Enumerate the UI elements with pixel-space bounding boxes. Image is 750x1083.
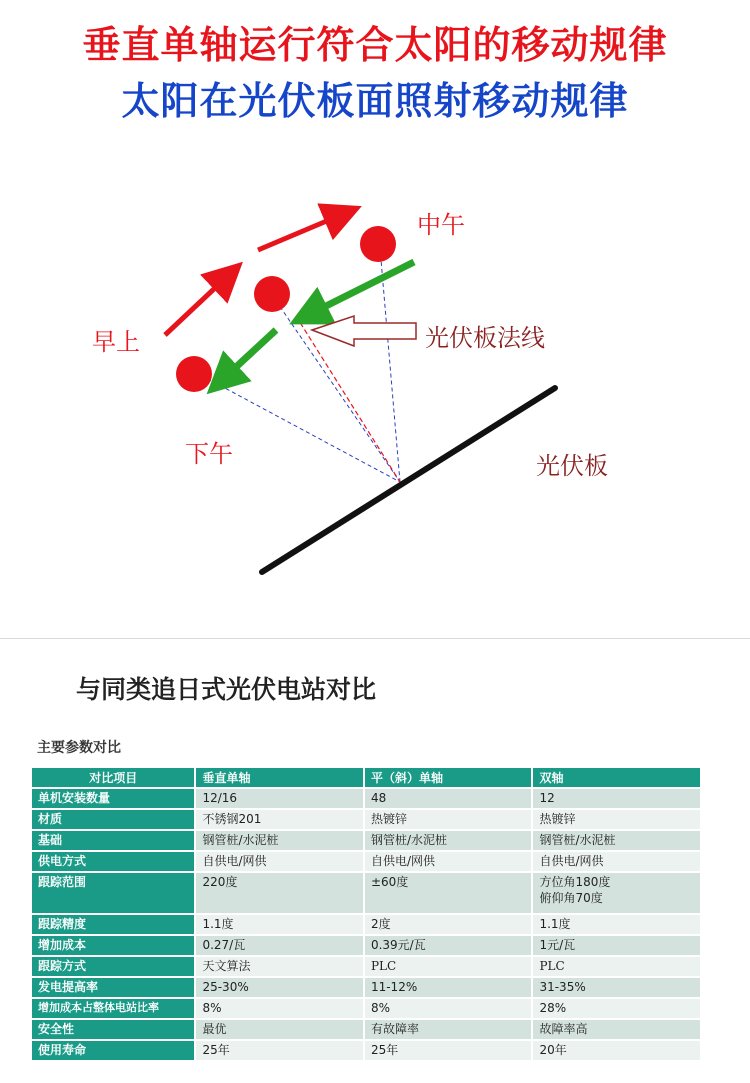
cell-dual-line2: 俯仰角70度 [539, 891, 603, 905]
sun-afternoon [176, 356, 212, 392]
row-label: 增加成本占整体电站比率 [32, 999, 194, 1018]
comparison-table [30, 766, 702, 1062]
row-label: 跟踪方式 [32, 957, 194, 976]
section-divider [0, 638, 750, 639]
normal-pointer-arrow [312, 316, 416, 346]
row-label: 跟踪范围 [32, 873, 194, 913]
cell-flat: 2度 [365, 915, 532, 934]
cell-dual: 钢管桩/水泥桩 [533, 831, 700, 850]
cell-vertical: 钢管桩/水泥桩 [196, 831, 363, 850]
label-noon: 中午 [417, 211, 465, 239]
cell-vertical: 25-30% [196, 978, 363, 997]
cell-flat: 48 [365, 789, 532, 808]
row-label: 跟踪精度 [32, 915, 194, 934]
cell-dual: 20年 [533, 1041, 700, 1060]
header-vertical: 垂直单轴 [196, 768, 363, 787]
cell-dual: 31-35% [533, 978, 700, 997]
cell-vertical: 1.1度 [196, 915, 363, 934]
sun-noon [360, 226, 396, 262]
cell-vertical: 220度 [196, 873, 363, 913]
row-label: 使用寿命 [32, 1041, 194, 1060]
table-row [32, 1041, 700, 1060]
cell-flat: 25年 [365, 1041, 532, 1060]
cell-vertical: 25年 [196, 1041, 363, 1060]
sun-morning [254, 276, 290, 312]
cell-flat: 自供电/网供 [365, 852, 532, 871]
table-row [32, 915, 700, 934]
row-label: 单机安装数量 [32, 789, 194, 808]
row-label: 材质 [32, 810, 194, 829]
cell-vertical: 自供电/网供 [196, 852, 363, 871]
incidence-arrow-upper [308, 262, 414, 315]
table-row [32, 789, 700, 808]
cell-flat: 钢管桩/水泥桩 [365, 831, 532, 850]
label-panel: 光伏板 [536, 452, 608, 480]
header-item: 对比项目 [32, 768, 194, 787]
header-flat: 平（斜）单轴 [365, 768, 532, 787]
table-row [32, 978, 700, 997]
incidence-arrow-lower [222, 330, 276, 380]
cell-vertical: 0.27/瓦 [196, 936, 363, 955]
comparison-heading: 与同类追日式光伏电站对比 [76, 675, 377, 704]
motion-arrow-upper [258, 212, 348, 250]
cell-dual: 自供电/网供 [533, 852, 700, 871]
cell-flat: 8% [365, 999, 532, 1018]
cell-flat: PLC [365, 957, 532, 976]
label-afternoon: 下午 [185, 440, 233, 468]
table-row [32, 1020, 700, 1039]
cell-dual: 1.1度 [533, 915, 700, 934]
cell-dual: PLC [533, 957, 700, 976]
row-label: 基础 [32, 831, 194, 850]
ray-noon [380, 248, 400, 482]
cell-dual: 1元/瓦 [533, 936, 700, 955]
table-row [32, 831, 700, 850]
row-label: 发电提高率 [32, 978, 194, 997]
table-row [32, 999, 700, 1018]
panel-line [262, 388, 555, 572]
cell-dual-line1: 方位角180度 [539, 875, 611, 889]
table-row [32, 852, 700, 871]
cell-flat: 0.39元/瓦 [365, 936, 532, 955]
table-caption: 主要参数对比 [37, 740, 121, 756]
cell-dual: 故障率高 [533, 1020, 700, 1039]
title-red: 垂直单轴运行符合太阳的移动规律 [82, 23, 668, 67]
cell-dual [533, 873, 700, 913]
cell-vertical: 不锈钢201 [196, 810, 363, 829]
row-label: 增加成本 [32, 936, 194, 955]
table-row [32, 810, 700, 829]
label-morning: 早上 [92, 328, 140, 356]
table-row [32, 936, 700, 955]
cell-vertical: 天文算法 [196, 957, 363, 976]
cell-dual: 热镀锌 [533, 810, 700, 829]
row-label: 安全性 [32, 1020, 194, 1039]
table-row [32, 873, 700, 913]
cell-vertical: 12/16 [196, 789, 363, 808]
sun-path-diagram [0, 120, 750, 620]
cell-vertical: 最优 [196, 1020, 363, 1039]
table-row [32, 957, 700, 976]
cell-flat: 热镀锌 [365, 810, 532, 829]
label-panel-normal: 光伏板法线 [425, 324, 545, 352]
cell-vertical: 8% [196, 999, 363, 1018]
title-blue: 太阳在光伏板面照射移动规律 [121, 79, 629, 123]
row-label: 供电方式 [32, 852, 194, 871]
cell-dual: 12 [533, 789, 700, 808]
cell-dual: 28% [533, 999, 700, 1018]
cell-flat: 11-12% [365, 978, 532, 997]
cell-flat: 有故障率 [365, 1020, 532, 1039]
motion-arrow-lower [165, 272, 232, 335]
header-dual: 双轴 [533, 768, 700, 787]
cell-flat: ±60度 [365, 873, 532, 913]
table-header-row [32, 768, 700, 787]
